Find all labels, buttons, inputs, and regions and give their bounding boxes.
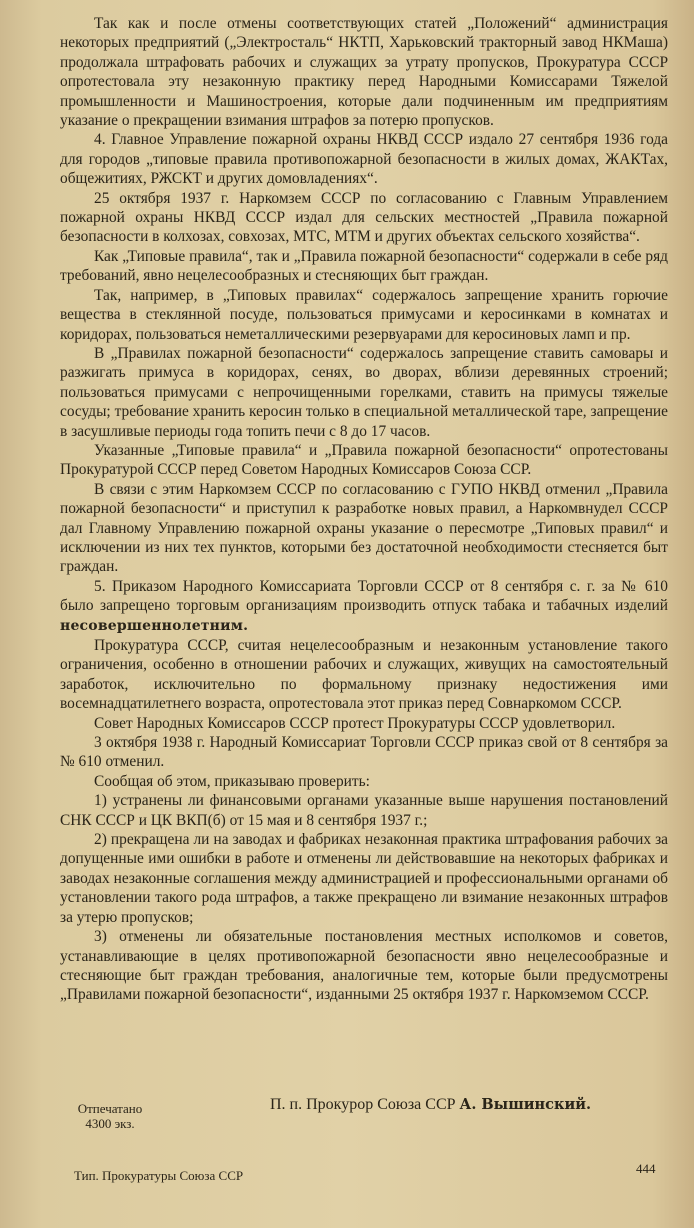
paragraph: 3 октября 1938 г. Народный Комиссариат Торговли СССР приказ свой от 8 сентября за № 610 отменил. bbox=[60, 734, 668, 771]
paragraph: Так как и после отмены соответствующих статей „Положений“ администрация некоторых предприятий („Электросталь“ НКТП, Харьковский тракторный завод НКМаша) продолжала штрафовать рабочих и служащих за утрату пропусков, Прокуратура СССР опротестовала эту незаконную практику перед Народными Комиссарами Тяжелой промышленности и Машиностроения, которые дали подчиненным им предприятиям указание о прекращении взимания штрафов за потерю пропусков. bbox=[60, 15, 668, 130]
signature-title: П. п. Прокурор Союза ССР bbox=[270, 1096, 456, 1113]
signature-line bbox=[270, 1096, 591, 1114]
emphasis-minors: несовершеннолетним. bbox=[60, 617, 249, 634]
paragraph: В „Правилах пожарной безопасности“ содержалось запрещение ставить самовары и разжигать примуса в коридорах, сенях, во дворах, вблизи деревянных строений; пользоваться примусами с непрочищенными горелками, ставить на примусы тяжелые сосуды; требование хранить керосин только в специальной металлической таре, запрещение в засушливые периоды года топить печи с 8 до 17 часов. bbox=[60, 344, 668, 440]
paragraph: Как „Типовые правила“, так и „Правила пожарной безопасности“ содержали в себе ряд требований, явно нецелесообразных и стесняющих быт граждан. bbox=[60, 247, 668, 285]
paragraph: Прокуратура СССР, считая нецелесообразным и незаконным установление такого ограничения, особенно в отношении рабочих и служащих, живущих на самостоятельный заработок, исключительно по формальному признаку недостижения ими восемнадцатилетнего возраста, опротестовала этот приказ перед Совнаркомом СССР. bbox=[60, 637, 668, 713]
list-item: 3) отменены ли обязательные постановления местных исполкомов и советов, устанавливающие в целях противопожарной безопасности явно нецелесообразные и стесняющие быт граждан требования, аналогичные тем, которые были предусмотрены „Правилами пожарной безопасности“, изданными 25 октября 1937 г. Наркомземом СССР. bbox=[60, 928, 668, 1004]
paragraph-item-5-text: 5. Приказом Народного Комиссариата Торговли СССР от 8 сентября с. г. за № 610 было запрещено торговым организациям производить отпуск табака и табачных изделий bbox=[60, 577, 668, 615]
print-run-label: Отпечатано bbox=[77, 1101, 143, 1116]
printer-imprint: Тип. Прокуратуры Союза ССР bbox=[74, 1168, 244, 1183]
paragraph: Так, например, в „Типовых правилах“ содержалось запрещение хранить горючие вещества в стеклянной посуде, пользоваться примусами и керосинками в комнатах и коридорах, пользоваться неметаллическими резервуарами для керосиновых ламп и пр. bbox=[60, 286, 668, 343]
paragraph: Совет Народных Комиссаров СССР протест Прокуратуры СССР удовлетворил. bbox=[94, 714, 616, 732]
paragraph: Сообщая об этом, приказываю проверить: bbox=[94, 772, 370, 790]
paragraph-item-5 bbox=[60, 577, 668, 636]
list-item: 2) прекращена ли на заводах и фабриках незаконная практика штрафования рабочих за допущенные ими ошибки в работе и отменены ли действовавшие на некоторых фабриках и заводах незаконные соглашения между администрацией и профессиональными органами об установлении такого рода штрафов, а также прекращено ли взимание незаконных штрафов за утерю пропусков; bbox=[60, 831, 668, 926]
paragraph: В связи с этим Наркомзем СССР по согласованию с ГУПО НКВД отменил „Правила пожарной безопасности“ и приступил к разработке новых правил, а Наркомвнудел СССР дал Главному Управлению пожарной охраны указание о пересмотре „Типовых правил“ и исключении из них тех пунктов, которыми без достаточной необходимости стесняется быт граждан. bbox=[60, 480, 668, 576]
paragraph: 25 октября 1937 г. Наркомзем СССР по согласованию с Главным Управлением пожарной охраны НКВД СССР издал для сельских местностей „Правила пожарной безопасности в колхозах, совхозах, МТС, МТМ и других объектах сельского хозяйства“. bbox=[60, 189, 668, 246]
signature-name: А. Вышинский. bbox=[459, 1096, 592, 1113]
paragraph: 4. Главное Управление пожарной охраны НКВД СССР издало 27 сентября 1936 года для городов „типовые правила противопожарной безопасности в жилых домах, ЖАКТах, общежитиях, РЖСКТ и других домовладениях“. bbox=[60, 131, 668, 188]
print-run-note bbox=[70, 1101, 150, 1131]
document-body bbox=[60, 14, 668, 1005]
list-item: 1) устранены ли финансовыми органами указанные выше нарушения постановлений СНК СССР и ЦК ВКП(б) от 15 мая и 8 сентября 1937 г.; bbox=[60, 792, 668, 829]
paragraph: Указанные „Типовые правила“ и „Правила пожарной безопасности“ опротестованы Прокуратурой СССР перед Советом Народных Комиссаров Союза ССР. bbox=[60, 441, 668, 479]
print-run-count: 4300 экз. bbox=[85, 1116, 135, 1131]
page-number: 444 bbox=[636, 1161, 656, 1176]
